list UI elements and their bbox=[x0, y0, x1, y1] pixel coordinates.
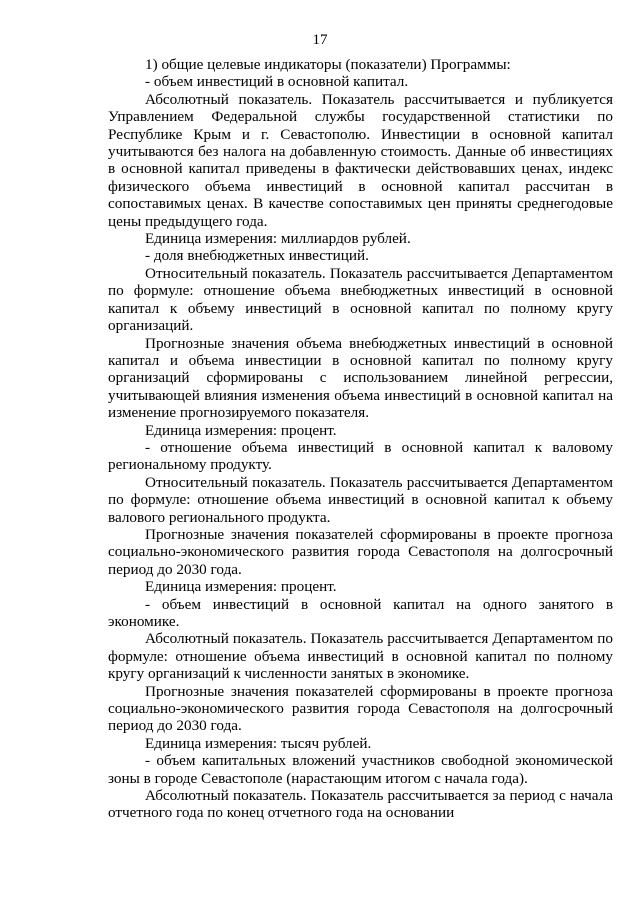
forecast-description: Прогнозные значения показателей сформированы в проекте прогноза социально-экономического развития города Севастополя на долгосрочный период до 2030 года. bbox=[108, 682, 613, 735]
forecast-description: Прогнозные значения объема внебюджетных инвестиций в основной капитал и объема инвестиции в основной капитал по полному кругу организаций сформированы с использованием линейной регрессии, учитывающей влияния изменения объема инвестиций в основной капитал на изменение прогнозируемого показателя. bbox=[108, 334, 613, 422]
section-heading: 1) общие целевые индикаторы (показатели) Программы: bbox=[145, 56, 511, 73]
indicator-description: Относительный показатель. Показатель рассчитывается Департаментом по формуле: отношение объема инвестиций в основной капитал к объему валового регионального продукта. bbox=[108, 473, 613, 526]
page-number: 17 bbox=[312, 32, 328, 48]
unit-of-measure: Единица измерения: процент. bbox=[145, 578, 337, 596]
forecast-description: Прогнозные значения показателей сформированы в проекте прогноза социально-экономического развития города Севастополя на долгосрочный период до 2030 года. bbox=[108, 525, 613, 578]
indicator-description: Абсолютный показатель. Показатель рассчитывается и публикуется Управлением Федеральной службы государственной статистики по Республике Крым и г. Севастополю. Инвестиции в основной капитал учитываются без налога на добавленную стоимость. Данные об инвестициях в основной капитал приведены в фактически действовавших ценах, индекс физического объема инвестиций в основной капитал рассчитан в сопоставимых ценах. В качестве сопоставимых цен приняты среднегодовые цены предыдущего года. bbox=[108, 90, 613, 230]
unit-of-measure: Единица измерения: процент. bbox=[145, 421, 337, 439]
document-body bbox=[108, 56, 613, 822]
unit-of-measure: Единица измерения: миллиардов рублей. bbox=[145, 230, 411, 248]
indicator-item: - объем капитальных вложений участников свободной экономической зоны в городе Севастополе (нарастающим итогом с начала года). bbox=[108, 752, 613, 787]
unit-of-measure: Единица измерения: тысяч рублей. bbox=[145, 734, 372, 752]
indicator-item: - доля внебюджетных инвестиций. bbox=[145, 247, 369, 265]
indicator-item: - объем инвестиций в основной капитал. bbox=[145, 73, 409, 91]
indicator-item: - объем инвестиций в основной капитал на одного занятого в экономике. bbox=[108, 595, 613, 630]
indicator-description: Абсолютный показатель. Показатель рассчитывается Департаментом по формуле: отношение объема инвестиций в основной капитал по полному кругу организаций к численности занятых в экономике. bbox=[108, 630, 613, 683]
indicator-description: Относительный показатель. Показатель рассчитывается Департаментом по формуле: отношение объема внебюджетных инвестиций в основной капитал к объему инвестиций в основной капитал по полному кругу организаций. bbox=[108, 264, 613, 335]
indicator-item: - отношение объема инвестиций в основной капитал к валовому региональному продукту. bbox=[108, 438, 613, 474]
indicator-description: Абсолютный показатель. Показатель рассчитывается за период с начала отчетного года по конец отчетного года на основании bbox=[108, 787, 613, 822]
